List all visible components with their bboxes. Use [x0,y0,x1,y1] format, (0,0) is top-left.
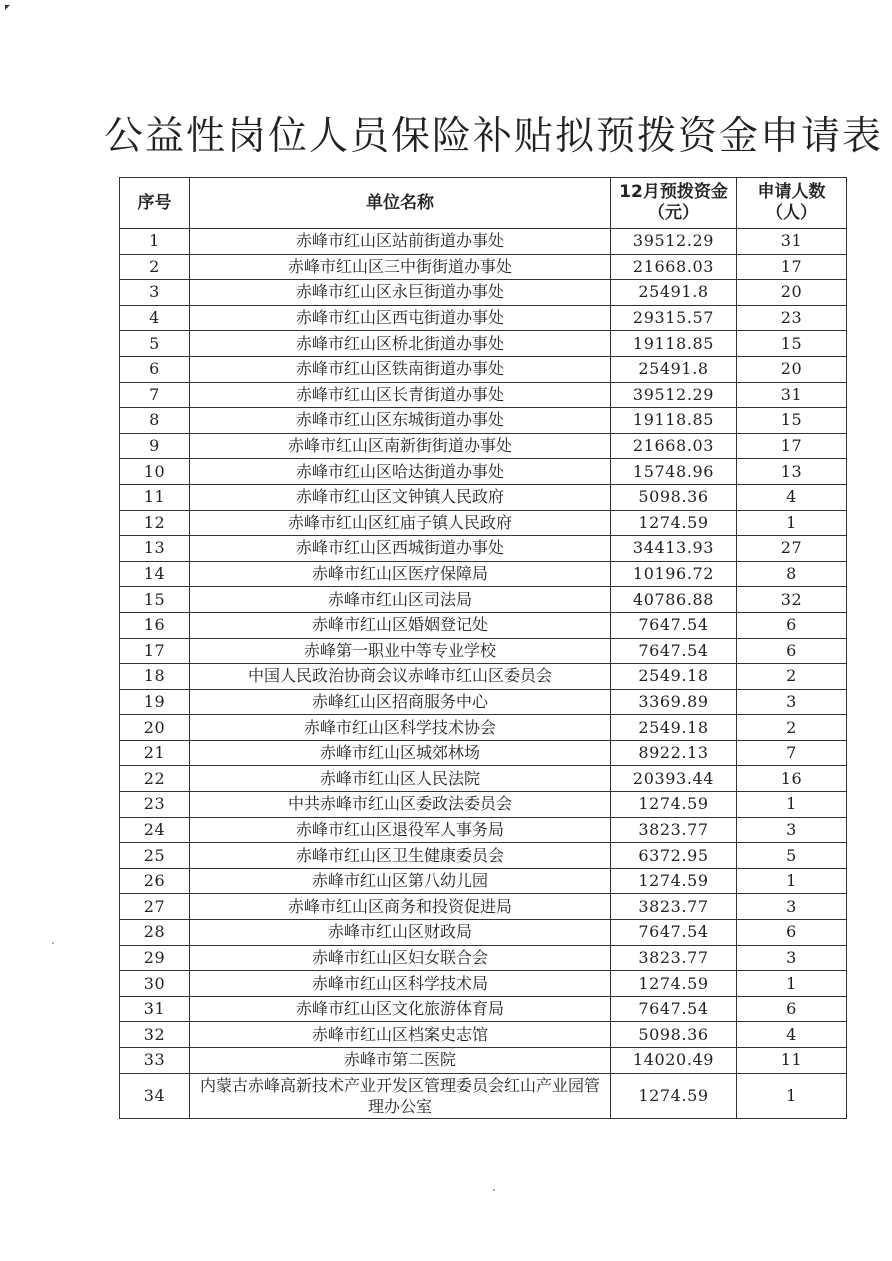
cell-count: 3 [737,894,847,920]
table-row [120,408,847,434]
cell-amount: 2549.18 [611,715,737,741]
cell-index: 22 [120,766,190,792]
cell-index: 4 [120,305,190,331]
cell-unit-name: 赤峰市红山区退役军人事务局 [190,817,611,843]
cell-unit-name: 赤峰市红山区永巨街道办事处 [190,280,611,306]
cell-amount: 6372.95 [611,843,737,869]
cell-index: 26 [120,868,190,894]
cell-unit-name: 赤峰市红山区科学技术协会 [190,715,611,741]
table-row [120,945,847,971]
cell-count: 1 [737,792,847,818]
table-row [120,612,847,638]
cell-unit-name: 赤峰市红山区第八幼儿园 [190,868,611,894]
cell-unit-name: 赤峰市红山区妇女联合会 [190,945,611,971]
header-index: 序号 [120,178,190,229]
table-header-row [120,178,847,229]
cell-index: 9 [120,433,190,459]
cell-index: 12 [120,510,190,536]
cell-count: 15 [737,331,847,357]
table-row [120,868,847,894]
cell-amount: 5098.36 [611,1022,737,1048]
cell-count: 6 [737,638,847,664]
cell-unit-name: 赤峰市红山区财政局 [190,920,611,946]
table-row [120,766,847,792]
cell-amount: 25491.8 [611,280,737,306]
cell-unit-name: 赤峰市红山区长青街道办事处 [190,382,611,408]
cell-count: 17 [737,433,847,459]
cell-index: 15 [120,587,190,613]
cell-amount: 1274.59 [611,1073,737,1118]
table-row [120,920,847,946]
table-row [120,638,847,664]
cell-index: 16 [120,612,190,638]
cell-amount: 5098.36 [611,484,737,510]
table-row [120,587,847,613]
cell-index: 32 [120,1022,190,1048]
cell-amount: 2549.18 [611,664,737,690]
header-count: 申请人数（人） [737,178,847,229]
table-row [120,843,847,869]
table-row [120,510,847,536]
table-row [120,305,847,331]
cell-count: 8 [737,561,847,587]
cell-count: 31 [737,382,847,408]
cell-count: 1 [737,868,847,894]
cell-amount: 3369.89 [611,689,737,715]
application-table [119,177,847,1119]
cell-unit-name: 赤峰市红山区红庙子镇人民政府 [190,510,611,536]
cell-unit-name: 赤峰市红山区司法局 [190,587,611,613]
cell-unit-name: 赤峰市红山区城郊林场 [190,740,611,766]
table-row [120,817,847,843]
cell-amount: 29315.57 [611,305,737,331]
cell-count: 27 [737,536,847,562]
cell-index: 10 [120,459,190,485]
table-row [120,459,847,485]
scan-speck [52,942,54,944]
cell-index: 30 [120,971,190,997]
cell-count: 6 [737,612,847,638]
table-row [120,561,847,587]
cell-unit-name: 中共赤峰市红山区委政法委员会 [190,792,611,818]
cell-index: 17 [120,638,190,664]
cell-unit-name: 赤峰市红山区卫生健康委员会 [190,843,611,869]
cell-amount: 34413.93 [611,536,737,562]
cell-count: 1 [737,971,847,997]
cell-index: 1 [120,229,190,255]
cell-count: 5 [737,843,847,869]
table-row [120,664,847,690]
scan-corner-mark [5,5,10,10]
cell-amount: 3823.77 [611,945,737,971]
cell-count: 1 [737,1073,847,1118]
cell-unit-name: 赤峰市红山区人民法院 [190,766,611,792]
cell-amount: 10196.72 [611,561,737,587]
cell-index: 20 [120,715,190,741]
cell-index: 27 [120,894,190,920]
cell-index: 18 [120,664,190,690]
page-title: 公益性岗位人员保险补贴拟预拨资金申请表 [103,114,883,159]
cell-index: 3 [120,280,190,306]
cell-count: 11 [737,1048,847,1074]
cell-unit-name: 赤峰市红山区桥北街道办事处 [190,331,611,357]
cell-count: 23 [737,305,847,331]
header-amount: 12月预拨资金（元） [611,178,737,229]
cell-amount: 25491.8 [611,356,737,382]
cell-unit-name: 赤峰市红山区婚姻登记处 [190,612,611,638]
cell-index: 31 [120,996,190,1022]
table-row [120,971,847,997]
cell-unit-name: 赤峰市红山区文化旅游体育局 [190,996,611,1022]
cell-amount: 19118.85 [611,408,737,434]
cell-count: 1 [737,510,847,536]
cell-count: 20 [737,356,847,382]
cell-unit-name: 赤峰市红山区西屯街道办事处 [190,305,611,331]
cell-count: 2 [737,664,847,690]
cell-unit-name: 赤峰市红山区站前街道办事处 [190,229,611,255]
cell-amount: 20393.44 [611,766,737,792]
table-row [120,280,847,306]
cell-index: 8 [120,408,190,434]
cell-amount: 1274.59 [611,510,737,536]
table-row [120,254,847,280]
cell-index: 25 [120,843,190,869]
cell-amount: 19118.85 [611,331,737,357]
cell-count: 20 [737,280,847,306]
cell-unit-name: 赤峰红山区招商服务中心 [190,689,611,715]
table-row [120,331,847,357]
cell-index: 23 [120,792,190,818]
table-row [120,229,847,255]
cell-unit-name: 赤峰市红山区文钟镇人民政府 [190,484,611,510]
cell-count: 17 [737,254,847,280]
cell-count: 16 [737,766,847,792]
cell-count: 13 [737,459,847,485]
table-row [120,689,847,715]
cell-unit-name: 赤峰市红山区南新街街道办事处 [190,433,611,459]
cell-count: 6 [737,996,847,1022]
table-row [120,1048,847,1074]
table-row [120,356,847,382]
cell-index: 21 [120,740,190,766]
cell-index: 6 [120,356,190,382]
cell-amount: 7647.54 [611,612,737,638]
cell-amount: 1274.59 [611,868,737,894]
cell-unit-name: 赤峰市第二医院 [190,1048,611,1074]
cell-amount: 1274.59 [611,792,737,818]
cell-unit-name: 赤峰市红山区东城街道办事处 [190,408,611,434]
cell-amount: 21668.03 [611,254,737,280]
table-row [120,792,847,818]
table-row [120,715,847,741]
cell-count: 32 [737,587,847,613]
cell-index: 29 [120,945,190,971]
cell-index: 24 [120,817,190,843]
cell-amount: 40786.88 [611,587,737,613]
cell-unit-name: 赤峰市红山区哈达街道办事处 [190,459,611,485]
scan-speck [493,1189,495,1191]
cell-count: 4 [737,484,847,510]
cell-amount: 21668.03 [611,433,737,459]
cell-index: 5 [120,331,190,357]
cell-count: 3 [737,945,847,971]
header-unit-name: 单位名称 [190,178,611,229]
cell-amount: 3823.77 [611,817,737,843]
cell-amount: 7647.54 [611,996,737,1022]
cell-count: 4 [737,1022,847,1048]
table-row [120,740,847,766]
cell-index: 7 [120,382,190,408]
table-row [120,894,847,920]
cell-count: 6 [737,920,847,946]
cell-count: 3 [737,689,847,715]
table-row [120,536,847,562]
cell-unit-name: 赤峰市红山区商务和投资促进局 [190,894,611,920]
cell-index: 2 [120,254,190,280]
cell-index: 13 [120,536,190,562]
cell-unit-name: 赤峰市红山区科学技术局 [190,971,611,997]
cell-unit-name: 赤峰第一职业中等专业学校 [190,638,611,664]
cell-unit-name: 内蒙古赤峰高新技术产业开发区管理委员会红山产业园管理办公室 [190,1073,611,1118]
cell-index: 11 [120,484,190,510]
cell-index: 34 [120,1073,190,1118]
cell-unit-name: 赤峰市红山区铁南街道办事处 [190,356,611,382]
cell-amount: 39512.29 [611,229,737,255]
cell-unit-name: 赤峰市红山区医疗保障局 [190,561,611,587]
cell-index: 19 [120,689,190,715]
table-row [120,1073,847,1118]
cell-count: 3 [737,817,847,843]
table-row [120,433,847,459]
cell-unit-name: 赤峰市红山区三中街街道办事处 [190,254,611,280]
cell-unit-name: 赤峰市红山区档案史志馆 [190,1022,611,1048]
table-row [120,1022,847,1048]
cell-amount: 39512.29 [611,382,737,408]
cell-amount: 15748.96 [611,459,737,485]
cell-count: 7 [737,740,847,766]
table-row [120,996,847,1022]
cell-unit-name: 赤峰市红山区西城街道办事处 [190,536,611,562]
cell-index: 14 [120,561,190,587]
cell-unit-name: 中国人民政治协商会议赤峰市红山区委员会 [190,664,611,690]
cell-index: 33 [120,1048,190,1074]
table-body [120,229,847,1119]
table-row [120,484,847,510]
cell-amount: 1274.59 [611,971,737,997]
cell-count: 31 [737,229,847,255]
cell-count: 2 [737,715,847,741]
cell-amount: 7647.54 [611,920,737,946]
cell-amount: 3823.77 [611,894,737,920]
cell-amount: 7647.54 [611,638,737,664]
cell-amount: 14020.49 [611,1048,737,1074]
cell-amount: 8922.13 [611,740,737,766]
cell-index: 28 [120,920,190,946]
table-row [120,382,847,408]
cell-count: 15 [737,408,847,434]
